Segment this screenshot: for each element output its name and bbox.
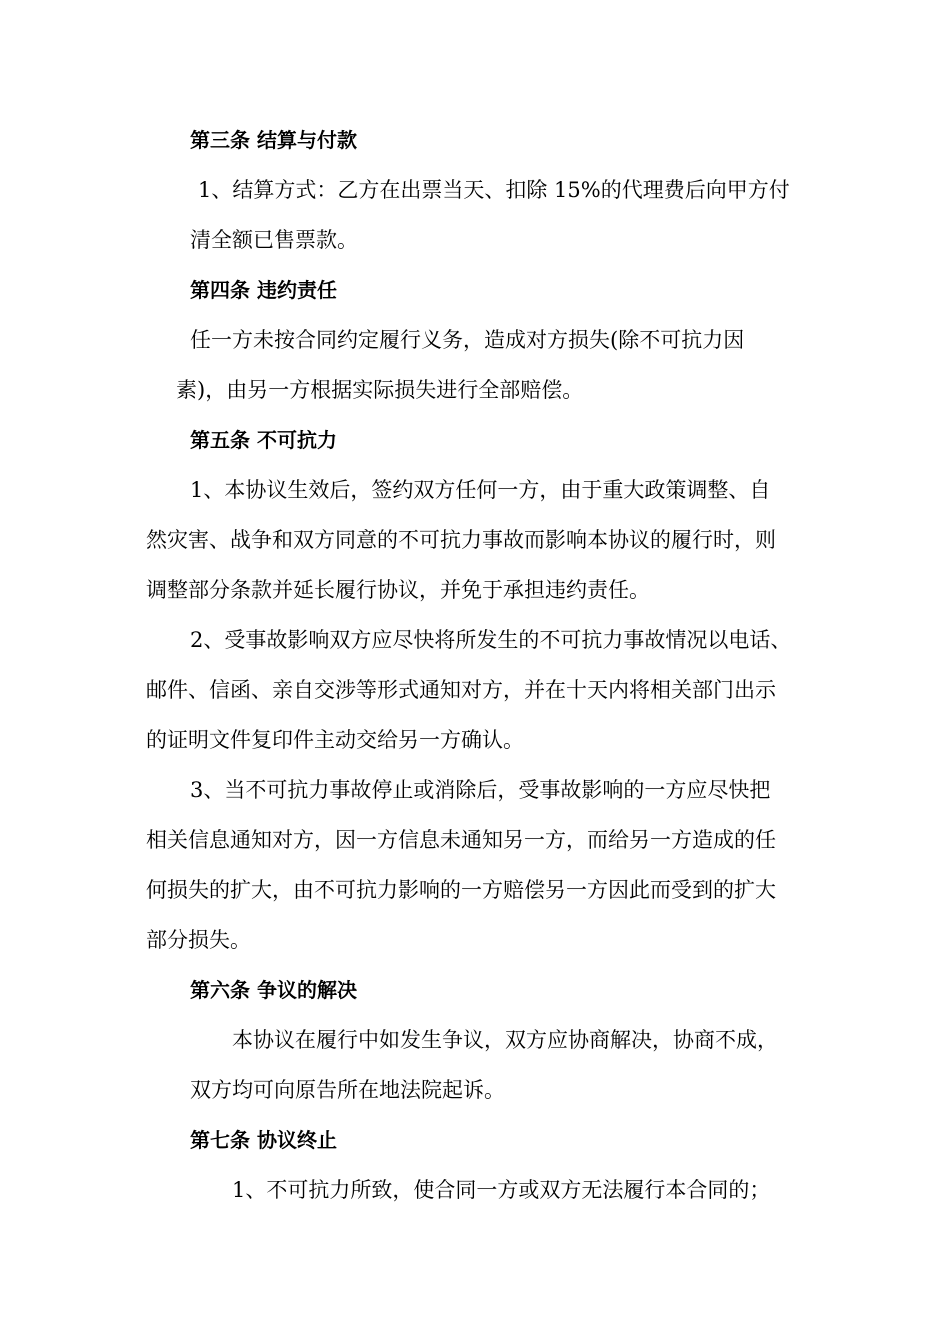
article-5-line-7: 3、当不可抗力事故停止或消除后，受事故影响的一方应尽快把 [190,778,771,802]
article-7-line-1: 1、不可抗力所致，使合同一方或双方无法履行本合同的； [232,1178,771,1202]
article-3-heading: 第三条 结算与付款 [190,128,357,152]
article-5-line-10: 部分损失。 [146,928,251,952]
article-5-line-8: 相关信息通知对方，因一方信息未通知另一方，而给另一方造成的任 [146,828,776,852]
article-5-line-3: 调整部分条款并延长履行协议，并免于承担违约责任。 [146,578,650,602]
article-5-line-2: 然灾害、战争和双方同意的不可抗力事故而影响本协议的履行时，则 [146,528,776,552]
article-7-heading: 第七条 协议终止 [190,1128,337,1152]
article-5-heading: 第五条 不可抗力 [190,428,337,452]
article-6-line-1: 本协议在履行中如发生争议，双方应协商解决，协商不成， [232,1028,778,1052]
article-5-line-1: 1、本协议生效后，签约双方任何一方，由于重大政策调整、自 [190,478,771,502]
article-6-heading: 第六条 争议的解决 [190,978,357,1002]
article-5-line-4: 2、受事故影响双方应尽快将所发生的不可抗力事故情况以电话、 [190,628,792,652]
article-4-line-1: 任一方未按合同约定履行义务，造成对方损失(除不可抗力因 [190,328,745,352]
article-3-line-1: 1、结算方式：乙方在出票当天、扣除 15%的代理费后向甲方付 [198,178,790,202]
article-3-line-2: 清全额已售票款。 [190,228,358,252]
article-6-line-2: 双方均可向原告所在地法院起诉。 [190,1078,505,1102]
article-5-line-6: 的证明文件复印件主动交给另一方确认。 [146,728,524,752]
article-4-line-2: 素)，由另一方根据实际损失进行全部赔偿。 [176,378,584,402]
article-4-heading: 第四条 违约责任 [190,278,337,302]
article-5-line-9: 何损失的扩大，由不可抗力影响的一方赔偿另一方因此而受到的扩大 [146,878,776,902]
article-5-line-5: 邮件、信函、亲自交涉等形式通知对方，并在十天内将相关部门出示 [146,678,776,702]
